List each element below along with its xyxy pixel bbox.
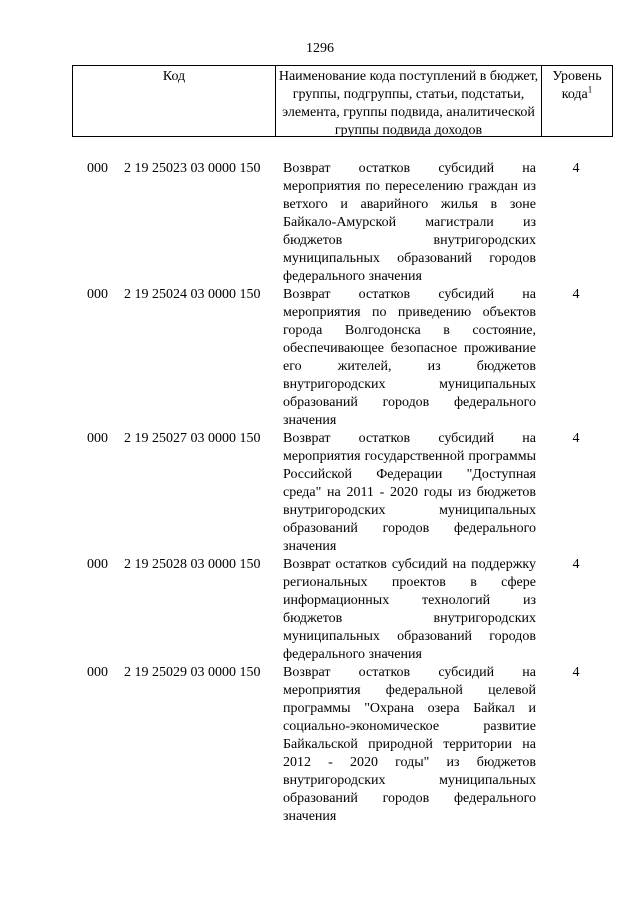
- row-budget-code: 2 19 25029 03 0000 150: [124, 665, 261, 680]
- table-row: [72, 664, 613, 826]
- row-description: Возврат остатков субсидий на мероприятия федеральной целевой программы "Охрана озера Байкал и социально-экономическое развитие Байкальской природной территории на 2012 - 2020 годы" из бюджетов внутригородских муниципальных образований городов федерального значения: [283, 665, 536, 824]
- row-description: Возврат остатков субсидий на поддержку региональных проектов в сфере информационных технологий из бюджетов внутригородских муниципальных образований городов федерального значения: [283, 557, 536, 662]
- row-admin-code: 000: [87, 431, 108, 446]
- row-level: 4: [572, 431, 580, 446]
- row-description: Возврат остатков субсидий на мероприятия государственной программы Российской Федерации "Доступная среда" на 2011 - 2020 годы из бюджетов внутригородских муниципальных образований городов федерального значения: [283, 431, 536, 554]
- table-row: [72, 286, 613, 430]
- table-row: [72, 556, 613, 664]
- row-admin-code: 000: [87, 665, 108, 680]
- row-level: 4: [572, 161, 580, 176]
- table-body: [72, 160, 613, 826]
- row-admin-code: 000: [87, 557, 108, 572]
- table-row: [72, 430, 613, 556]
- row-admin-code: 000: [87, 161, 108, 176]
- row-budget-code: 2 19 25028 03 0000 150: [124, 557, 261, 572]
- table-row: [72, 160, 613, 286]
- row-budget-code: 2 19 25027 03 0000 150: [124, 431, 261, 446]
- row-level: 4: [572, 287, 580, 302]
- row-budget-code: 2 19 25024 03 0000 150: [124, 287, 261, 302]
- header-name: Наименование кода поступлений в бюджет, группы, подгруппы, статьи, подстатьи, элемента, группы подвида, аналитической группы подвида доходов: [276, 66, 542, 136]
- row-admin-code: 000: [87, 287, 108, 302]
- row-level: 4: [572, 665, 580, 680]
- row-level: 4: [572, 557, 580, 572]
- header-level-footnote: 1: [587, 84, 593, 95]
- row-description: Возврат остатков субсидий на мероприятия по переселению граждан из ветхого и аварийного жилья в зоне Байкало-Амурской магистрали из бюджетов внутригородских муниципальных образований городов федерального значения: [283, 161, 536, 284]
- header-code: Код: [73, 66, 276, 136]
- row-description: Возврат остатков субсидий на мероприятия по приведению объектов города Волгодонска в состояние, обеспечивающее безопасное проживание его жителей, из бюджетов внутригородских муниципальных образований городов федерального значения: [283, 287, 536, 428]
- table-header: [72, 65, 613, 137]
- header-level: [542, 66, 612, 136]
- row-budget-code: 2 19 25023 03 0000 150: [124, 161, 261, 176]
- header-level-label: Уровень кода: [552, 69, 602, 102]
- page-number: 1296: [306, 41, 334, 56]
